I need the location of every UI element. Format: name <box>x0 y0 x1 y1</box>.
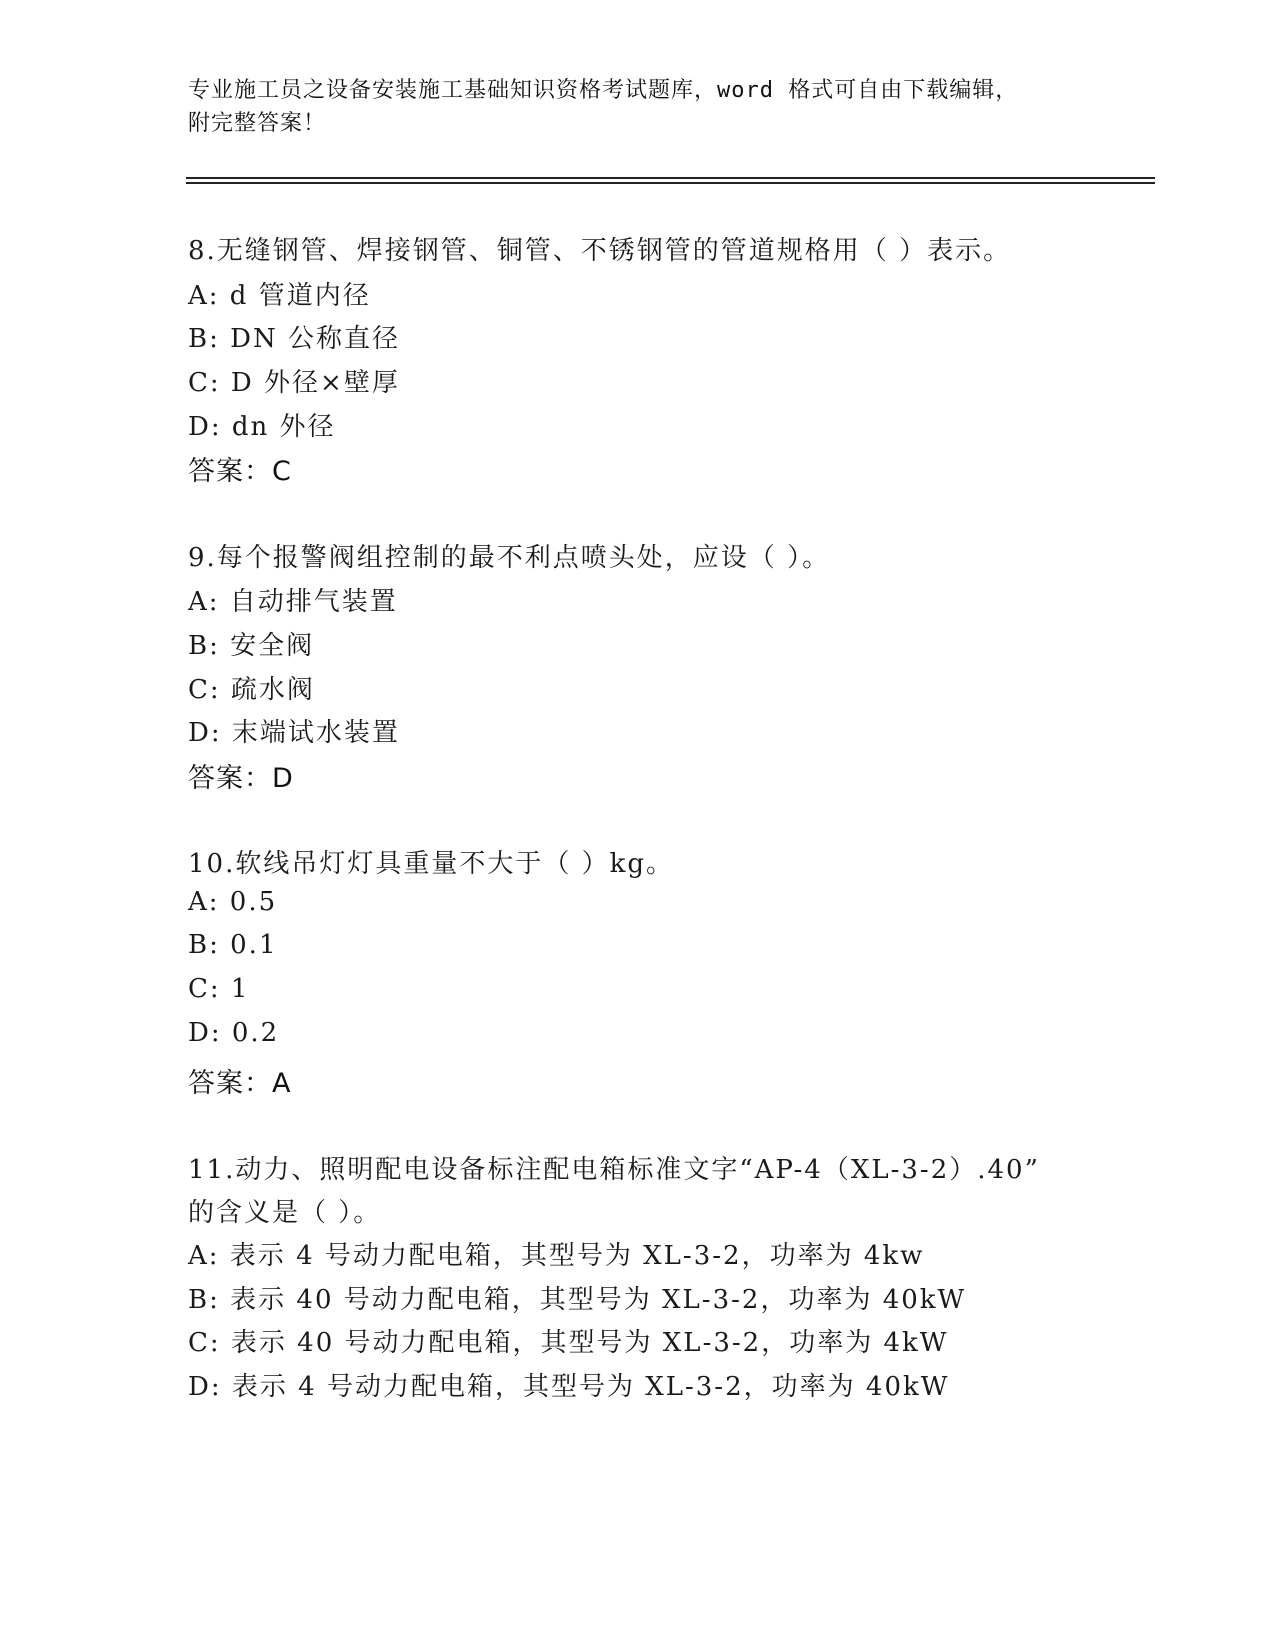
question-11-option-a: A: 表示 4 号动力配电箱，其型号为 XL-3-2，功率为 4kw <box>188 1241 925 1271</box>
question-11-option-b: B: 表示 40 号动力配电箱，其型号为 XL-3-2，功率为 40kW <box>188 1285 967 1315</box>
question-8-option-d: D: dn 外径 <box>188 412 336 442</box>
question-10-stem: 10.软线吊灯灯具重量不大于（ ）kg。 <box>188 849 675 879</box>
question-9-option-a: A: 自动排气装置 <box>188 587 398 617</box>
header-divider-top <box>186 177 1155 179</box>
question-11-option-d: D: 表示 4 号动力配电箱，其型号为 XL-3-2，功率为 40kW <box>188 1372 950 1402</box>
header-line-1: 专业施工员之设备安装施工基础知识资格考试题库，word 格式可自由下载编辑， <box>188 78 1019 103</box>
question-10-option-b: B: 0.1 <box>188 930 278 960</box>
question-8-option-c: C: D 外径×壁厚 <box>188 368 400 398</box>
question-8-answer: 答案：C <box>188 456 292 487</box>
question-9-answer: 答案：D <box>188 763 294 794</box>
question-8-stem: 8.无缝钢管、焊接钢管、铜管、不锈钢管的管道规格用（ ）表示。 <box>188 236 1012 266</box>
question-8-option-a: A: d 管道内径 <box>188 281 371 311</box>
question-11-stem-line-1: 11.动力、照明配电设备标注配电箱标准文字“AP-4（XL-3-2）.40” <box>188 1155 1040 1185</box>
question-10-option-d: D: 0.2 <box>188 1018 280 1048</box>
question-10-answer: 答案：A <box>188 1068 292 1099</box>
question-9-stem: 9.每个报警阀组控制的最不利点喷头处，应设（ ）。 <box>188 543 831 573</box>
question-9-option-c: C: 疏水阀 <box>188 675 315 705</box>
header-divider-bottom <box>186 182 1155 184</box>
question-11-stem-line-2: 的含义是（ ）。 <box>188 1198 382 1228</box>
question-11-option-c: C: 表示 40 号动力配电箱，其型号为 XL-3-2，功率为 4kW <box>188 1328 949 1358</box>
question-10-option-a: A: 0.5 <box>188 887 278 917</box>
question-9-option-b: B: 安全阀 <box>188 631 315 661</box>
document-header <box>188 74 1088 140</box>
header-line-2: 附完整答案！ <box>188 111 327 136</box>
question-9-option-d: D: 末端试水装置 <box>188 718 400 748</box>
question-8-option-b: B: DN 公称直径 <box>188 324 400 354</box>
question-10-option-c: C: 1 <box>188 974 250 1004</box>
